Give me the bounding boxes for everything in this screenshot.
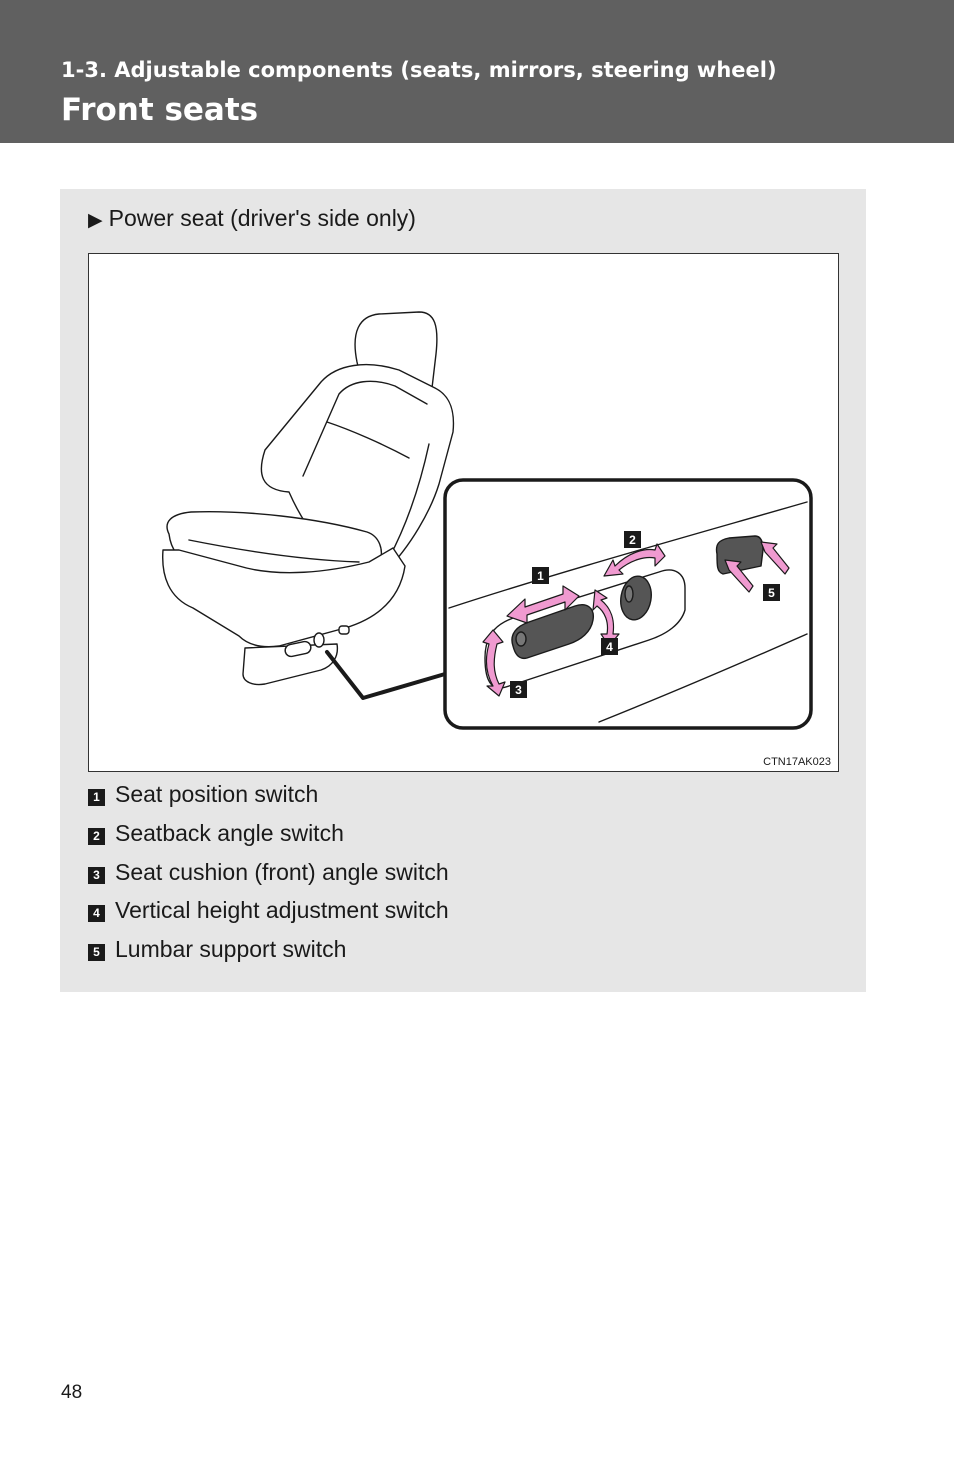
page-number: 48 — [61, 1382, 83, 1403]
legend-label-3: Seat cushion (front) angle switch — [115, 858, 449, 885]
callout-1 — [532, 567, 549, 584]
triangle-marker-icon: ▶ — [88, 210, 103, 231]
legend-label-4: Vertical height adjustment switch — [115, 896, 449, 923]
legend-label-1: Seat position switch — [115, 780, 319, 807]
svg-text:2: 2 — [629, 533, 636, 547]
legend-item-3 — [88, 857, 449, 887]
small-lumbar-switch — [339, 626, 349, 634]
small-seatback-knob — [314, 633, 324, 647]
svg-text:3: 3 — [515, 683, 522, 697]
legend-number-1: 1 — [88, 789, 105, 806]
section-title: 1-3. Adjustable components (seats, mirrors, steering wheel) — [61, 58, 777, 82]
page-title: Front seats — [61, 92, 259, 128]
content-panel — [60, 189, 866, 992]
subheading — [88, 205, 416, 232]
legend-label-2: Seatback angle switch — [115, 819, 344, 846]
figure-code: CTN17AK023 — [763, 756, 831, 768]
callout-2 — [624, 531, 641, 548]
legend-number-2: 2 — [88, 828, 105, 845]
subheading-text: Power seat (driver's side only) — [108, 205, 416, 231]
legend-label-5: Lumbar support switch — [115, 935, 347, 962]
legend-item-2 — [88, 818, 344, 848]
seat-illustration — [88, 253, 839, 772]
callout-4 — [601, 638, 618, 655]
legend-number-5: 5 — [88, 944, 105, 961]
callout-5 — [763, 584, 780, 601]
seat-diagram — [89, 254, 838, 771]
legend-item-4 — [88, 895, 449, 925]
svg-text:4: 4 — [606, 640, 613, 654]
svg-text:5: 5 — [768, 586, 775, 600]
legend-item-5 — [88, 934, 346, 964]
legend-number-4: 4 — [88, 905, 105, 922]
callout-3 — [510, 681, 527, 698]
legend-item-1 — [88, 779, 318, 809]
svg-text:1: 1 — [537, 569, 544, 583]
legend-number-3: 3 — [88, 867, 105, 884]
